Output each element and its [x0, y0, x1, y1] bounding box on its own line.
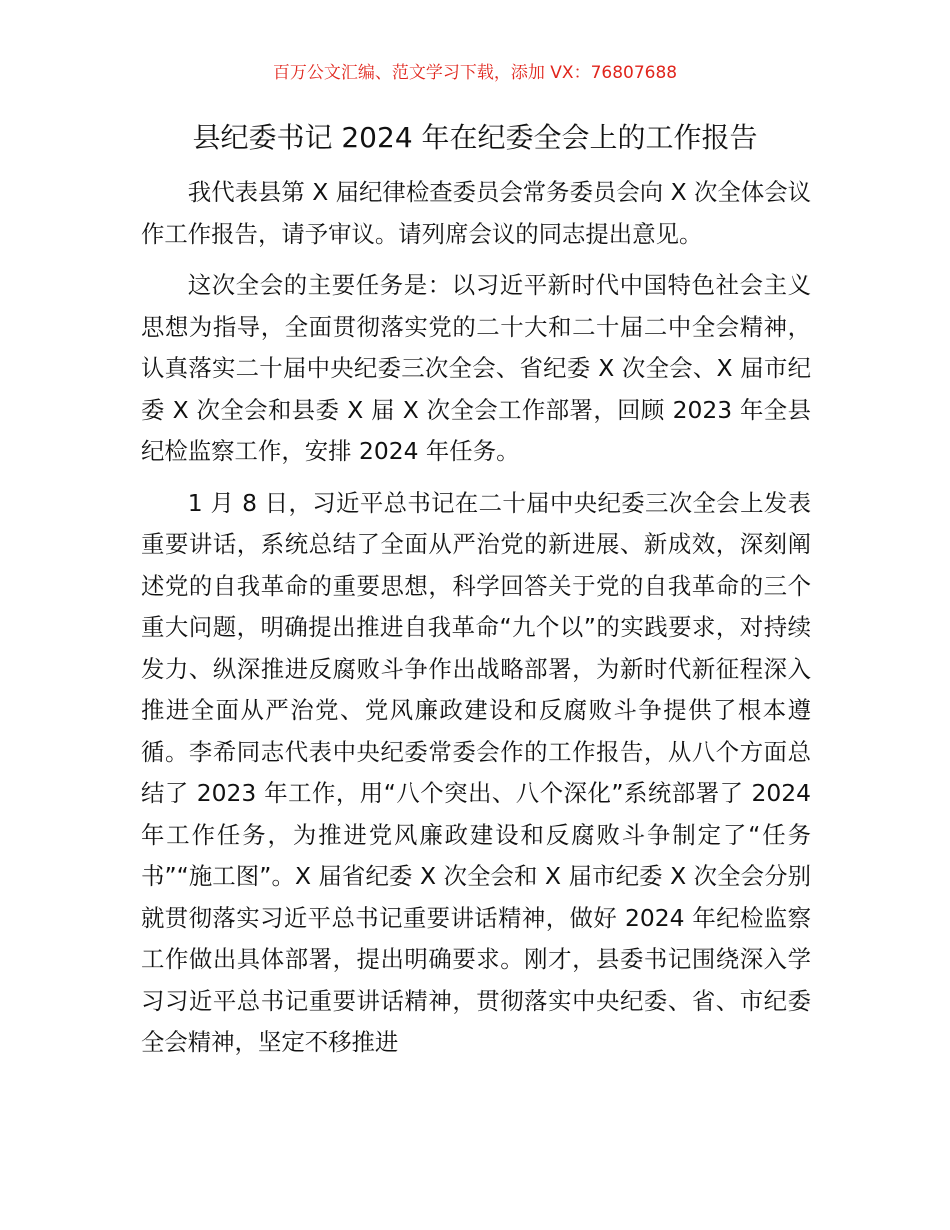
paragraph-2: 这次全会的主要任务是：以习近平新时代中国特色社会主义思想为指导，全面贯彻落实党的二十大和二十届二中全会精神，认真落实二十届中央纪委三次全会、省纪委 X 次全会、X 届市纪委 X 次全会和县委 X 届 X 次全会工作部署，回顾 2023 年全县纪检监察工作，安排 2024 年任务。 — [141, 271, 811, 465]
download-banner: 百万公文汇编、范文学习下载，添加 VX：76807688 — [272, 63, 678, 83]
document-body — [141, 172, 811, 1074]
paragraph-3: 1 月 8 日，习近平总书记在二十届中央纪委三次全会上发表重要讲话，系统总结了全面从严治党的新进展、新成效，深刻阐述党的自我革命的重要思想，科学回答关于党的自我革命的三个重大问题，明确提出推进自我革命“九个以”的实践要求，对持续发力、纵深推进反腐败斗争作出战略部署，为新时代新征程深入推进全面从严治党、党风廉政建设和反腐败斗争提供了根本遵循。李希同志代表中央纪委常委会作的工作报告，从八个方面总结了 2023 年工作，用“八个突出、八个深化”系统部署了 2024 年工作任务，为推进党风廉政建设和反腐败斗争制定了“任务书”“施工图”。X 届省纪委 X 次全会和 X 届市纪委 X 次全会分别就贯彻落实习近平总书记重要讲话精神，做好 2024 年纪检监察工作做出具体部署，提出明确要求。刚才，县委书记围绕深入学习习近平总书记重要讲话精神，贯彻落实中央纪委、省、市纪委全会精神，坚定不移推进 — [141, 488, 811, 1056]
document-title: 县纪委书记 2024 年在纪委全会上的工作报告 — [192, 121, 758, 154]
paragraph-1: 我代表县第 X 届纪律检查委员会常务委员会向 X 次全体会议作工作报告，请予审议。请列席会议的同志提出意见。 — [141, 178, 811, 248]
